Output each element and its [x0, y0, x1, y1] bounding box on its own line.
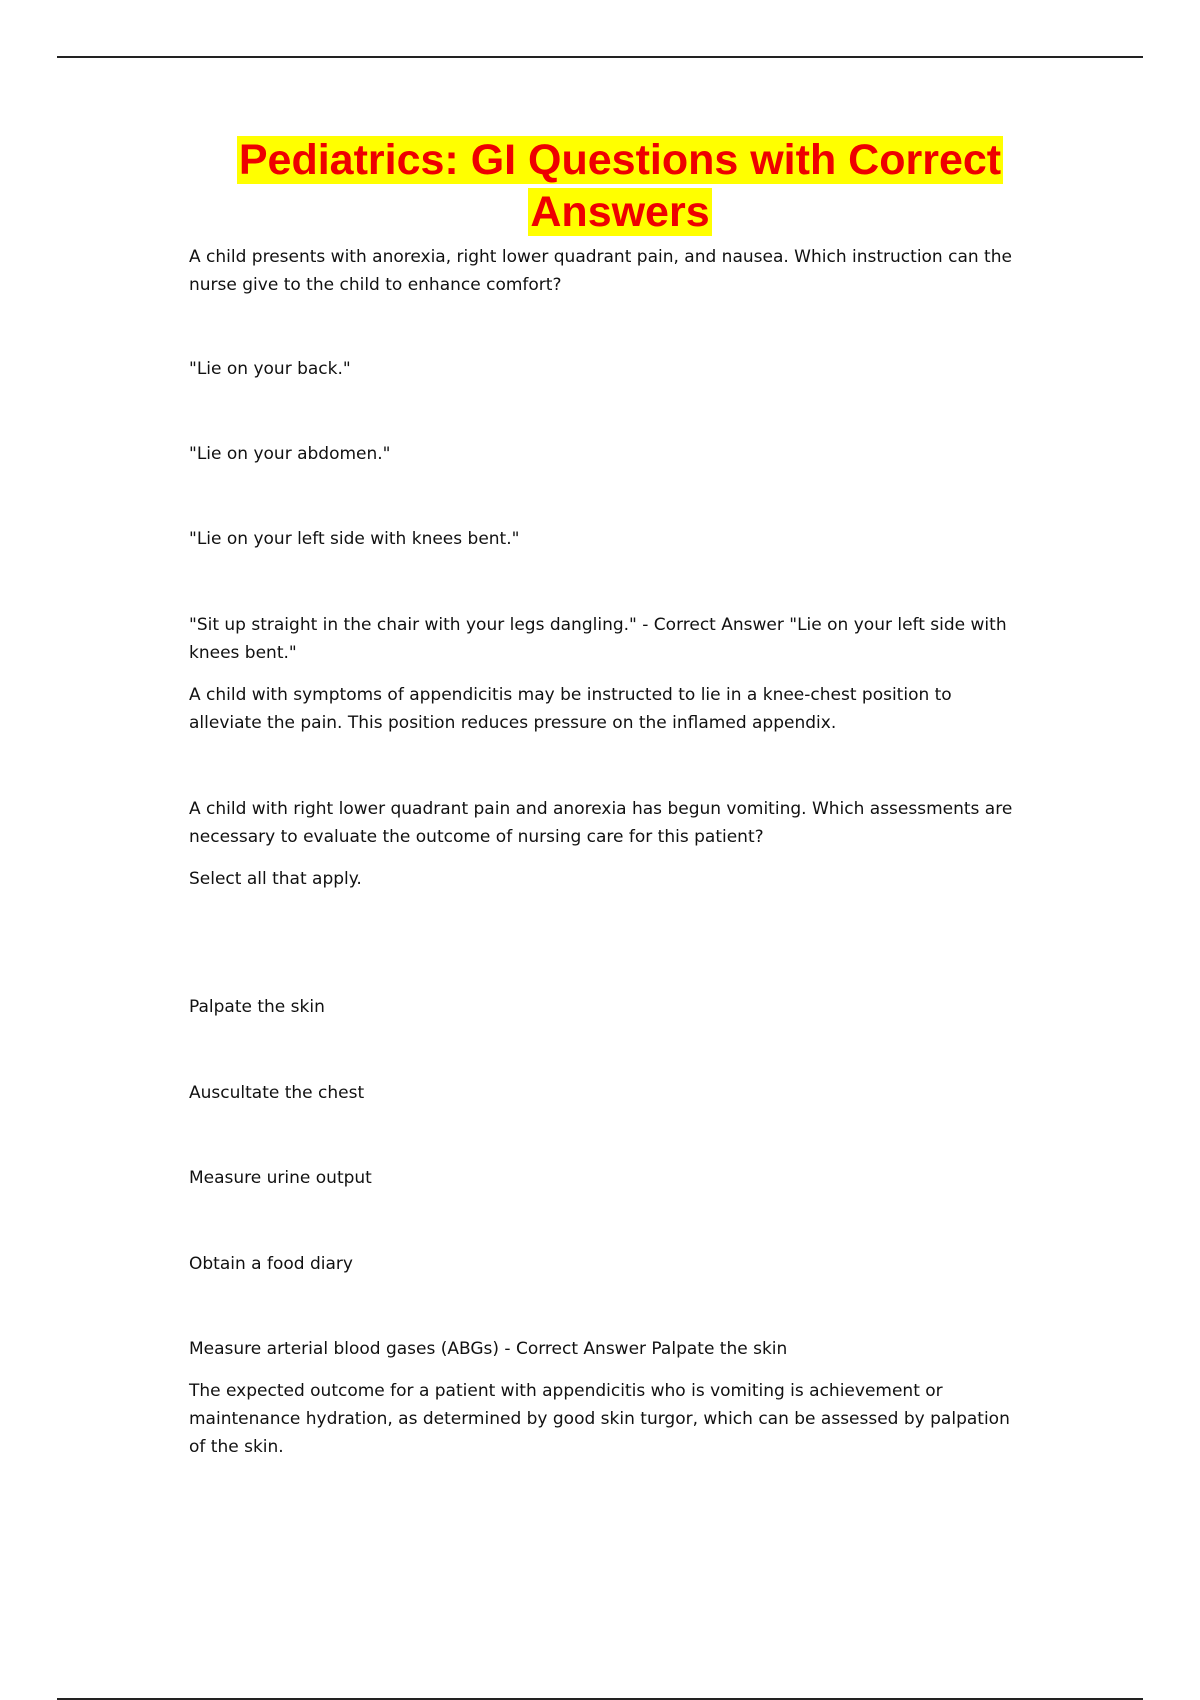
question-1-option-a: "Lie on your back." — [189, 359, 351, 379]
question-1-rationale: A child with symptoms of appendicitis may be instructed to lie in a knee-chest position to alleviate the pain. This position reduces pressure on the inflamed appendix. — [189, 685, 952, 733]
header-rule — [57, 56, 1143, 58]
question-2-option-c: Measure urine output — [189, 1168, 372, 1188]
question-2-option-a: Palpate the skin — [189, 997, 325, 1017]
document-title-text: Pediatrics: GI Questions with Correct Answers — [238, 136, 1002, 236]
question-1-option-c: "Lie on your left side with knees bent." — [189, 529, 520, 549]
question-2-option-d: Obtain a food diary — [189, 1254, 353, 1274]
question-2-instruction: Select all that apply. — [189, 869, 362, 889]
question-2-option-b: Auscultate the chest — [189, 1083, 365, 1103]
question-2-stem: A child with right lower quadrant pain and anorexia has begun vomiting. Which assessments are necessary to evaluate the outcome of nursing care for this patient? — [189, 799, 1013, 847]
question-1-option-d-answer: "Sit up straight in the chair with your legs dangling." - Correct Answer "Lie on your left side with knees bent." — [189, 615, 1007, 663]
question-2-rationale: The expected outcome for a patient with appendicitis who is vomiting is achievement or maintenance hydration, as determined by good skin turgor, which can be assessed by palpation of the skin. — [189, 1381, 1010, 1457]
question-1-option-b: "Lie on your abdomen." — [189, 444, 391, 464]
document-title — [200, 134, 1040, 238]
question-2-option-e-answer: Measure arterial blood gases (ABGs) - Correct Answer Palpate the skin — [189, 1339, 788, 1359]
question-1-stem: A child presents with anorexia, right lower quadrant pain, and nausea. Which instruction can the nurse give to the child to enhance comfort? — [189, 247, 1012, 295]
